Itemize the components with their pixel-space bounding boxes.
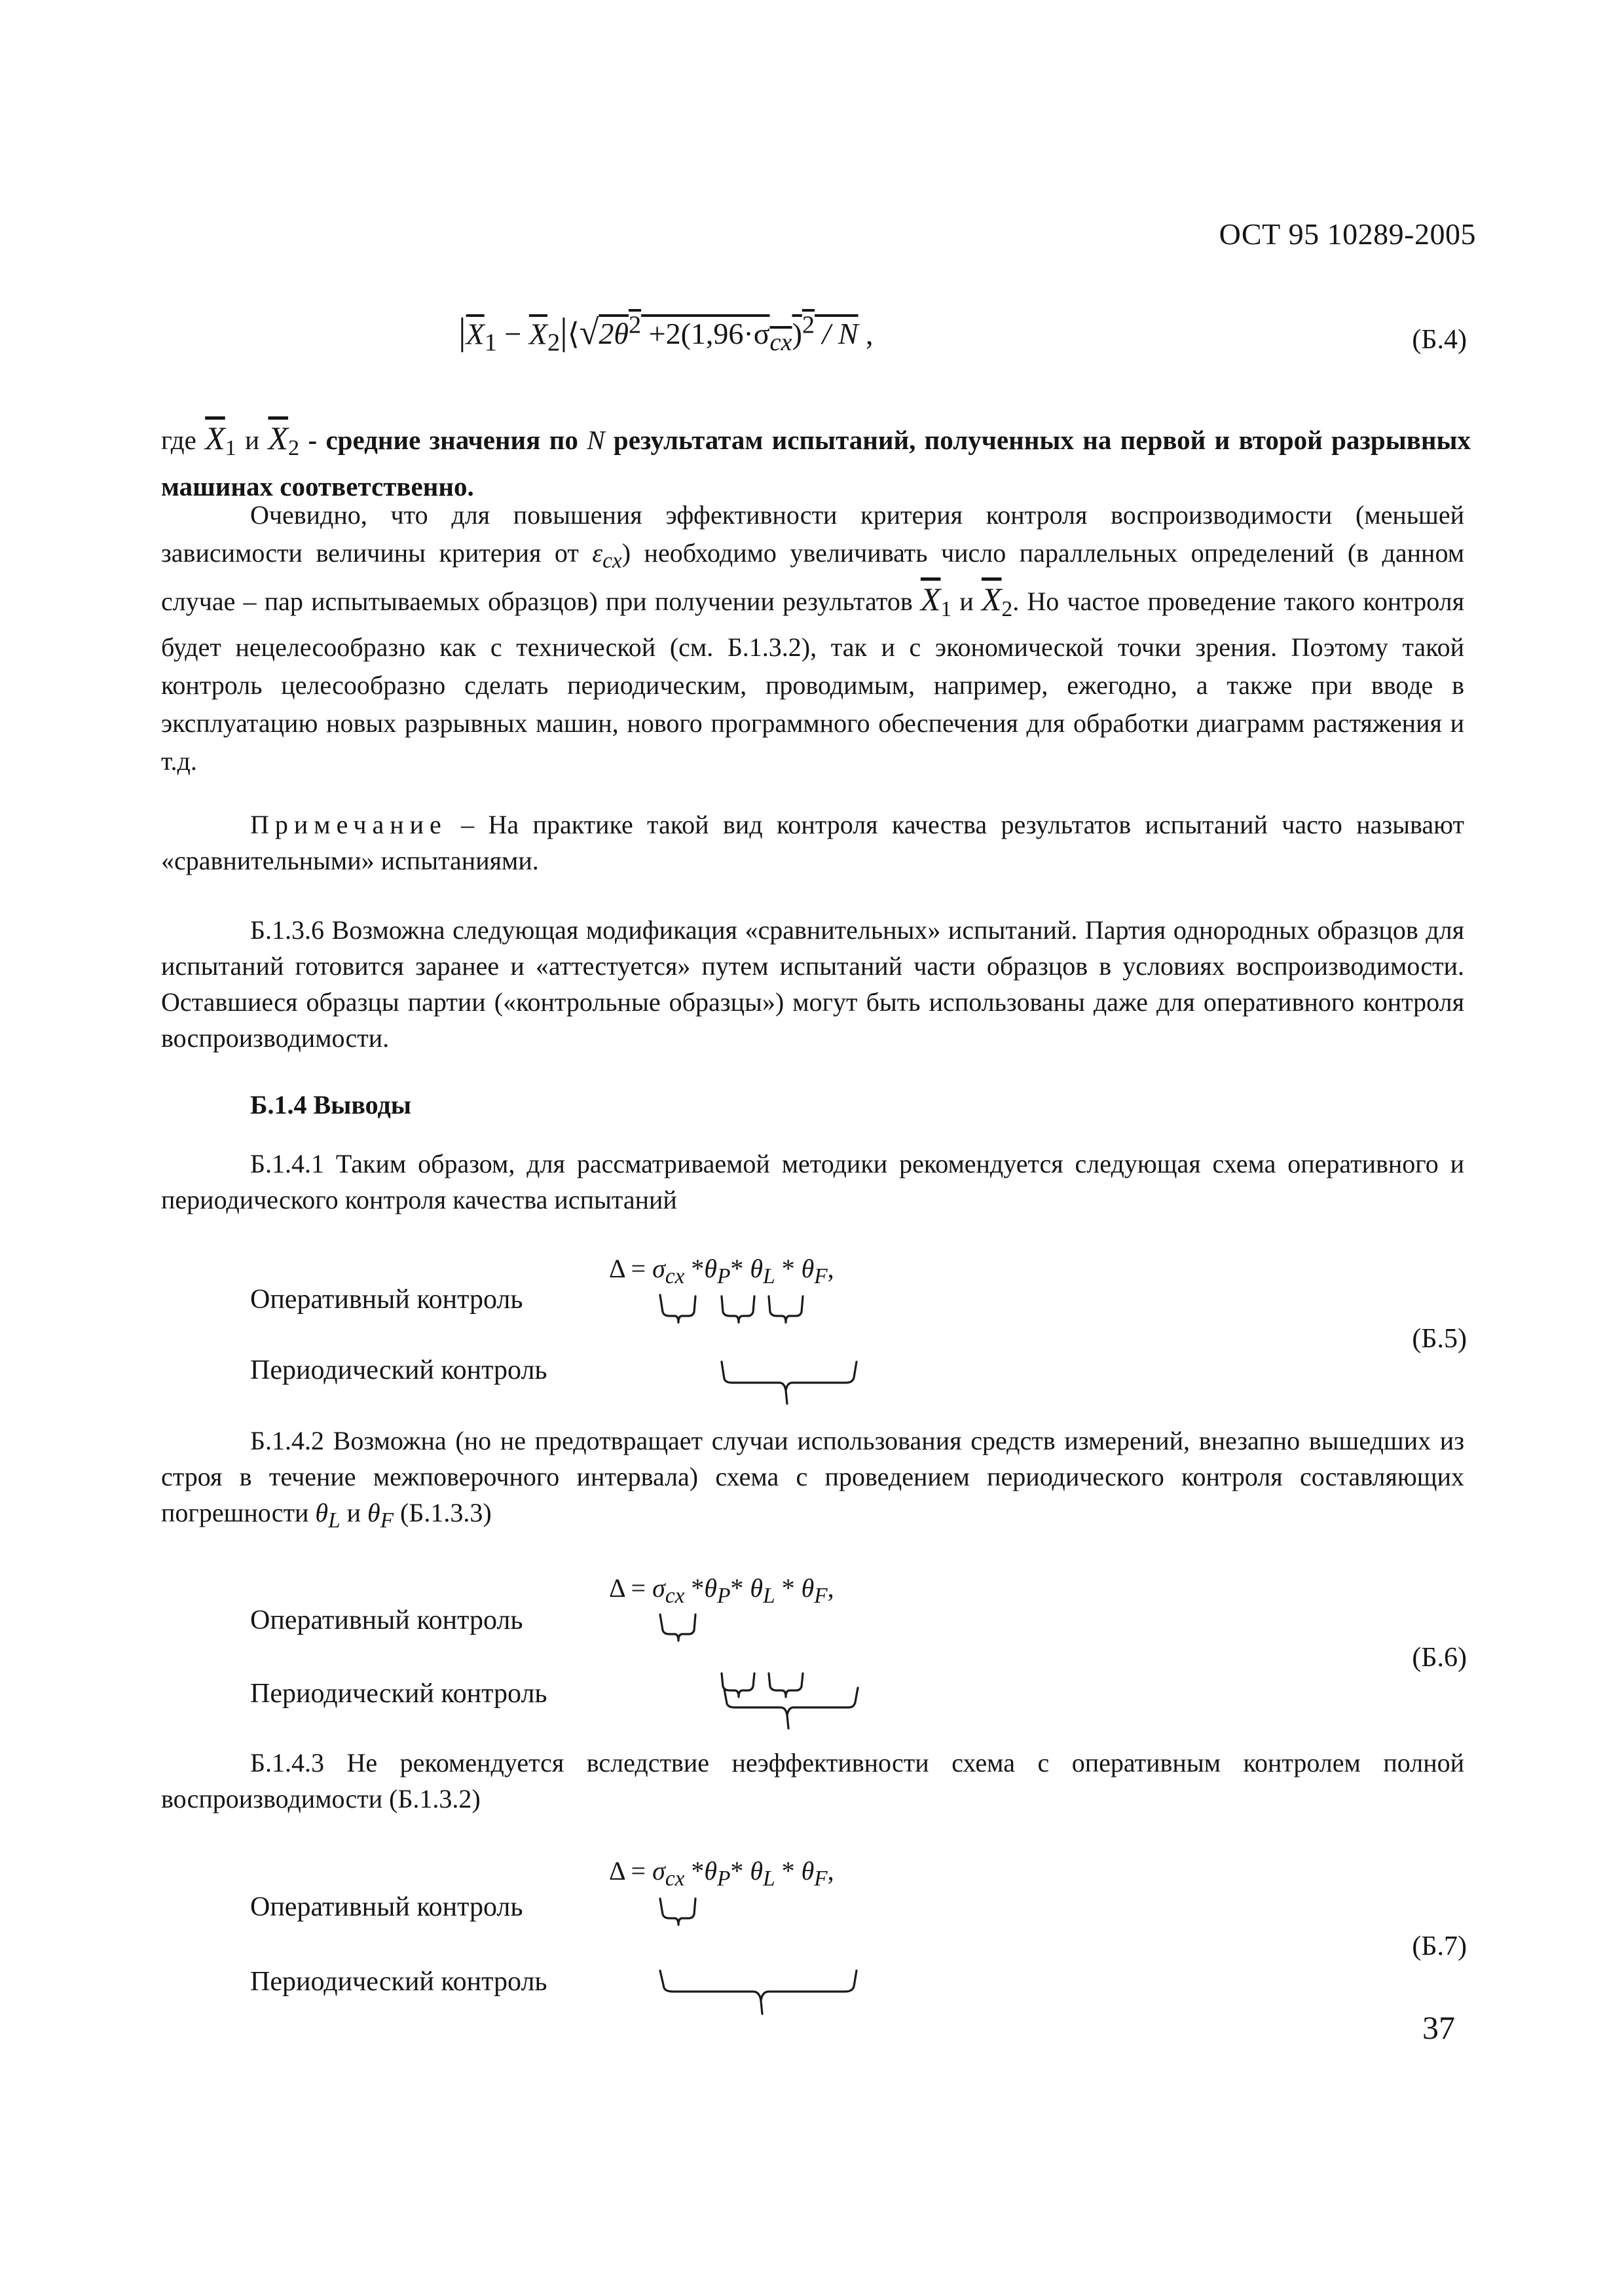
paragraph-b142: Б.1.4.2 Возможна (но не предотвращает случаи использования средств измерений, внезапно вышедших из строя в течение межповерочного интервала) схема с проведением периодического контроля составляющих погрешности $\theta_L$ и $\theta_F$ (Б.1.3.3) (161, 1426, 1464, 1533)
formula-b7: $\Delta = \sigma_{cx}$ $*\theta_P*$ $\theta_L * \theta_F$, (609, 1856, 834, 1891)
equation-number-b6: (Б.6) (1412, 1643, 1467, 1673)
equation-number-b5: (Б.5) (1412, 1324, 1467, 1354)
label-periodic-b5: Периодический контроль (250, 1355, 547, 1385)
x2-bar: $\overline{X}$ (528, 317, 547, 351)
document-code: ОСТ 95 10289-2005 (1219, 217, 1476, 251)
equation-b4: $|\overline{X}_1$ − $\overline{X}_2|⟨√2\theta^2 +2(1,96\cdot\sigma_{cx})^2 / N$ , (458, 310, 874, 357)
label-periodic-b7: Периодический контроль (250, 1967, 547, 1997)
paragraph-reproducibility: Очевидно, что для повышения эффективности критерия контроля воспроизводимости (меньшей зависимости величины критерия от $\varepsilon_{cx}$) необходимо увеличивать число параллельных определений (в данном случае – пар испытываемых образцов) при получении результатов $\overline{X}_1$ и $\overline{X}_2$. Но частое проведение такого контроля будет нецелесообразно как с технической (см. Б.1.3.2), так и с экономической точки зрения. Поэтому такой контроль целесообразно сделать периодическим, проводимым, например, ежегодно, а также при вводе в эксплуатацию новых разрывных машин, нового программного обеспечения для обработки диаграмм растяжения и т.д. (161, 500, 1465, 776)
formula-b5: $\Delta = \sigma_{cx}$ $*\theta_P*$ $\theta_L * \theta_F$, (609, 1254, 834, 1288)
note-label: Примечание (250, 810, 447, 839)
page-number: 37 (1422, 2009, 1455, 2046)
formula-b6: $\Delta = \sigma_{cx}$ $*\theta_P*$ $\theta_L * \theta_F$, (609, 1573, 834, 1608)
label-operative-b5: Оперативный контроль (250, 1285, 523, 1315)
label-operative-b6: Оперативный контроль (250, 1605, 523, 1635)
paragraph-b136: Б.1.3.6 Возможна следующая модификация «сравнительных» испытаний. Партия однородных образцов для испытаний готовится заранее и «аттестуется» путем испытаний части образцов в условиях воспроизводимости. Оставшиеся образцы партии («контрольные образцы») могут быть использованы даже для оперативного контроля воспроизводимости. (161, 915, 1464, 1053)
x1-bar: $\overline{X}$ (466, 317, 485, 351)
label-periodic-b6: Периодический контроль (250, 1679, 547, 1709)
label-operative-b7: Оперативный контроль (250, 1892, 523, 1922)
paragraph-b141: Б.1.4.1 Таким образом, для рассматриваемой методики рекомендуется следующая схема оперативного и периодического контроля качества испытаний (161, 1149, 1464, 1214)
equation-number-b7: (Б.7) (1412, 1931, 1467, 1961)
section-heading-b14: Б.1.4 Выводы (250, 1090, 411, 1120)
where-paragraph: где $\overline{X}_1$ и $\overline{X}_2$ - средние значения по N результатам испытаний, полученных на первой и второй разрывных машинах соответственно. (161, 420, 1471, 502)
note-paragraph: Примечание – На практике такой вид контроля качества результатов испытаний часто называют «сравнительными» испытаниями. (161, 810, 1464, 875)
paragraph-b143: Б.1.4.3 Не рекомендуется вследствие неэффективности схема с оперативным контролем полной воспроизводимости (Б.1.3.2) (161, 1748, 1464, 1813)
equation-number-b4: (Б.4) (1412, 325, 1467, 355)
